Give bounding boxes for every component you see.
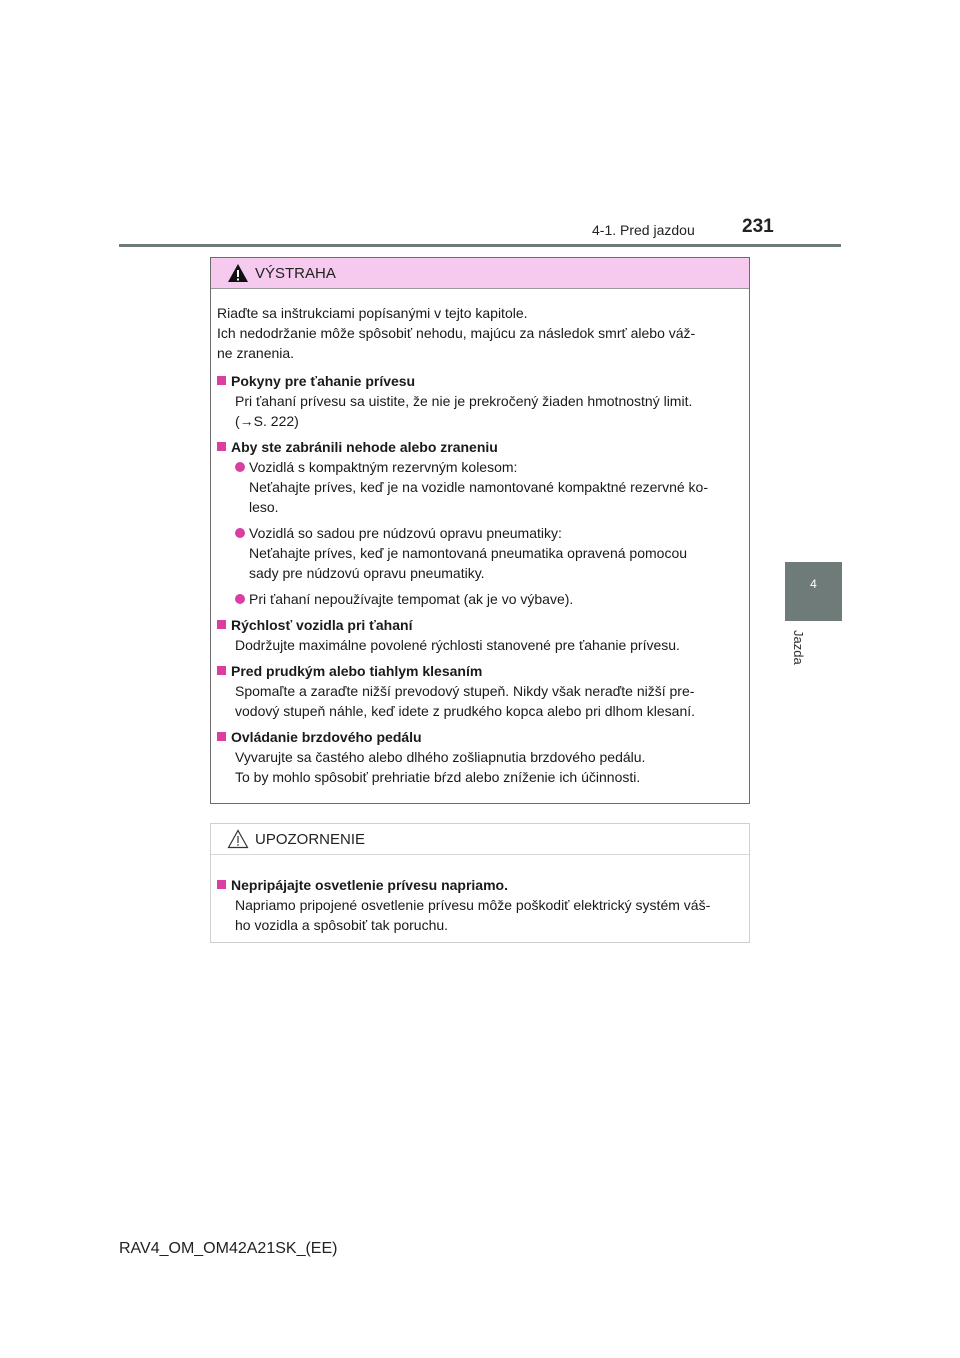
section-text: Dodržujte maximálne povolené rýchlosti stanovené pre ťahanie prívesu.	[235, 637, 680, 653]
section-text: Napriamo pripojené osvetlenie prívesu môže poškodiť elektrický systém váš- ho vozidla a spôsobiť tak poruchu.	[235, 897, 711, 933]
section-title: Rýchlosť vozidla pri ťahaní	[217, 615, 741, 635]
caution-box	[210, 823, 750, 943]
bullet-item: Vozidlá s kompaktným rezervným kolesom: Neťahajte príves, keď je na vozidle namontované kompaktné rezervné ko- leso.	[217, 457, 741, 517]
square-bullet-icon	[217, 376, 226, 385]
section-title: Pred prudkým alebo tiahlym klesaním	[217, 661, 741, 681]
caution-body	[211, 855, 749, 935]
round-bullet-icon	[235, 462, 245, 472]
square-bullet-icon	[217, 442, 226, 451]
section-title: Aby ste zabránili nehode alebo zraneniu	[217, 437, 741, 457]
caution-header	[211, 824, 749, 855]
chapter-tab: 4	[785, 562, 842, 621]
section-text: Spomaľte a zaraďte nižší prevodový stupeň. Nikdy však neraďte nižší pre- vodový stupeň náhle, keď idete z prudkého kopca alebo pri dlhom klesaní.	[235, 683, 696, 719]
section-text: Vyvarujte sa častého alebo dlhého zošliapnutia brzdového pedálu. To by mohlo spôsobiť prehriatie bŕzd alebo zníženie ich účinnosti.	[235, 749, 646, 785]
warning-title: VÝSTRAHA	[255, 264, 336, 282]
header-section: 4-1. Pred jazdou	[592, 222, 695, 238]
page-number: 231	[742, 216, 774, 237]
square-bullet-icon	[217, 880, 226, 889]
header-rule	[119, 244, 841, 247]
warning-body	[211, 289, 749, 787]
section-title: Pokyny pre ťahanie prívesu	[217, 371, 741, 391]
document-code: RAV4_OM_OM42A21SK_(EE)	[119, 1240, 338, 1257]
warning-header	[211, 258, 749, 289]
bullet-item: Vozidlá so sadou pre núdzovú opravu pneumatiky: Neťahajte príves, keď je namontovaná pneumatika opravená pomocou sady pre núdzovú opravu pneumatiky.	[217, 523, 741, 583]
caution-icon	[227, 829, 249, 849]
square-bullet-icon	[217, 732, 226, 741]
section-text: Pri ťahaní prívesu sa uistite, že nie je prekročený žiaden hmotnostný limit. (→S. 222)	[235, 393, 693, 429]
round-bullet-icon	[235, 594, 245, 604]
chapter-label: Jazda	[791, 630, 806, 665]
section-title: Ovládanie brzdového pedálu	[217, 727, 741, 747]
section-title: Nepripájajte osvetlenie prívesu napriamo.	[217, 875, 741, 895]
bullet-item: Pri ťahaní nepoužívajte tempomat (ak je vo výbave).	[217, 589, 741, 609]
square-bullet-icon	[217, 620, 226, 629]
warning-icon	[227, 263, 249, 283]
warning-intro: Riaďte sa inštrukciami popísanými v tejto kapitole. Ich nedodržanie môže spôsobiť nehodu, majúcu za následok smrť alebo váž- ne zranenia.	[217, 305, 696, 361]
caution-title: UPOZORNENIE	[255, 830, 366, 848]
warning-box	[210, 257, 750, 804]
square-bullet-icon	[217, 666, 226, 675]
round-bullet-icon	[235, 528, 245, 538]
